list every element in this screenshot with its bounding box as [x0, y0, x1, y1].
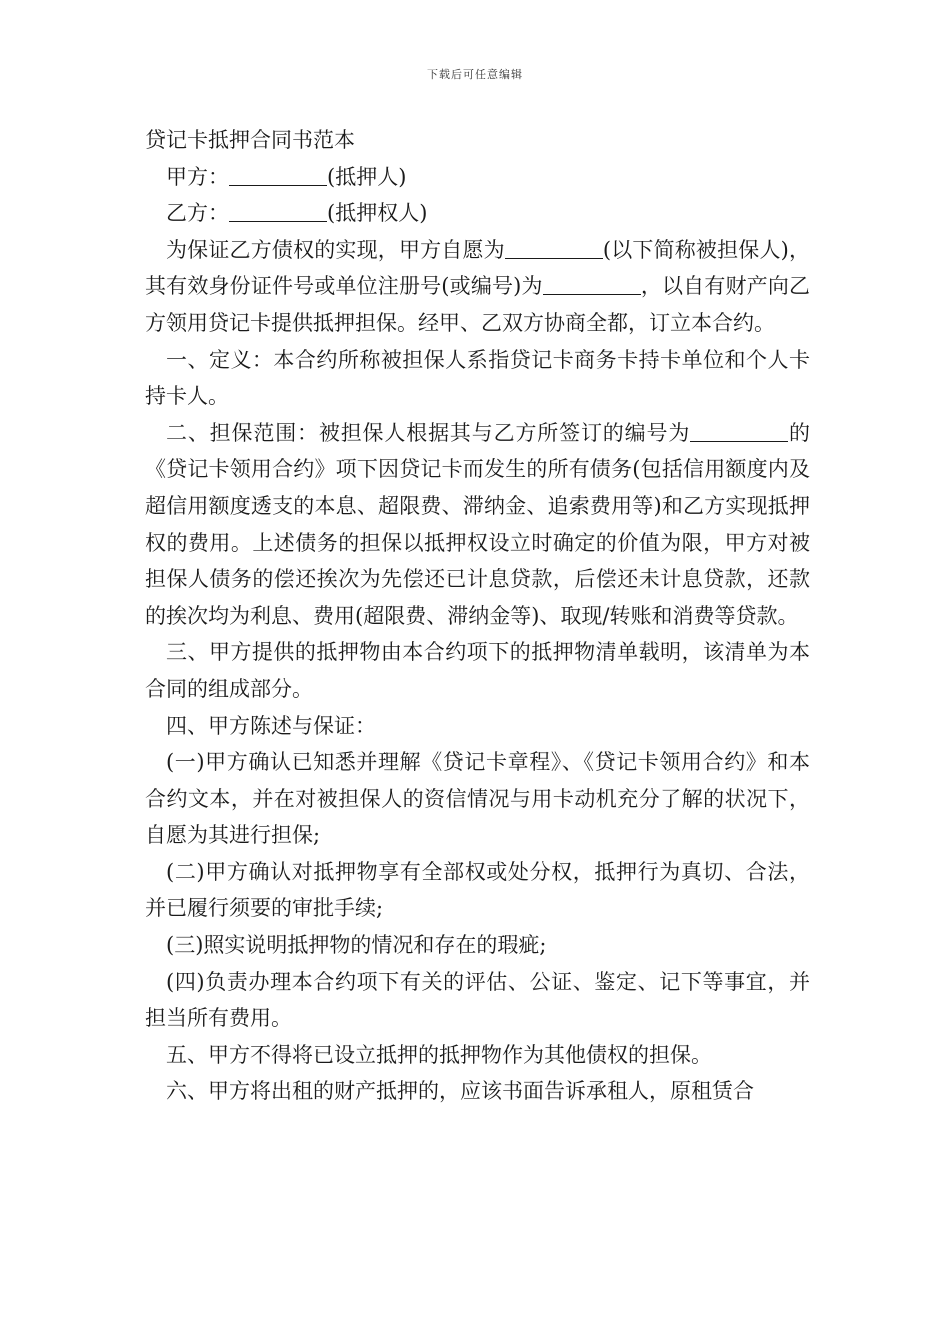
contract-number-blank — [690, 419, 788, 442]
clause-5: 五、甲方不得将已设立抵押的抵押物作为其他债权的担保。 — [166, 1042, 712, 1067]
party-a-blank — [229, 163, 327, 186]
party-a-suffix: (抵押人) — [327, 164, 407, 189]
party-a-line — [145, 159, 810, 196]
intro-part2: (以下简称被担保人)，其有效身份证件号或单位注册号(或编号)为 — [145, 237, 811, 299]
page-header: 下载后可任意编辑 — [427, 68, 523, 81]
clause-4-2: (二)甲方确认对抵押物享有全部权或处分权，抵押行为真切、合法，并已履行须要的审批手续; — [145, 859, 810, 921]
clause-2 — [145, 415, 810, 635]
intro-part1: 为保证乙方债权的实现，甲方自愿为 — [166, 237, 505, 262]
clause-4-4: (四)负责办理本合约项下有关的评估、公证、鉴定、记下等事宜，并担当所有费用。 — [145, 969, 810, 1031]
clause-1: 一、定义：本合约所称被担保人系指贷记卡商务卡持卡单位和个人卡持卡人。 — [145, 347, 810, 409]
clause-3: 三、甲方提供的抵押物由本合约项下的抵押物清单载明，该清单为本合同的组成部分。 — [145, 640, 810, 701]
party-b-suffix: (抵押权人) — [327, 201, 428, 226]
intro-paragraph — [145, 232, 810, 342]
party-b-prefix: 乙方： — [166, 201, 229, 226]
clause-4-1: (一)甲方确认已知悉并理解《贷记卡章程》、《贷记卡领用合约》和本合约文本，并在对被担保人的资信情况与用卡动机充分了解的状况下，自愿为其进行担保; — [145, 750, 810, 848]
clause-4-3: (三)照实说明抵押物的情况和存在的瑕疵; — [166, 933, 547, 958]
id-number-blank — [543, 272, 641, 295]
guaranteed-name-blank — [505, 236, 603, 259]
document-body — [145, 122, 810, 1110]
clause-4: 四、甲方陈述与保证： — [166, 713, 376, 738]
party-b-blank — [229, 199, 327, 222]
clause-6: 六、甲方将出租的财产抵押的，应该书面告诉承租人，原租赁合 — [166, 1079, 754, 1104]
intro-part3: ，以自有财产向乙方领用贷记卡提供抵押担保。经甲、乙双方协商全都，订立本合约。 — [145, 274, 811, 335]
party-b-line — [145, 195, 810, 232]
document-title: 贷记卡抵押合同书范本 — [145, 128, 355, 152]
clause-2-part1: 二、担保范围：被担保人根据其与乙方所签订的编号为 — [166, 420, 691, 445]
party-a-prefix: 甲方： — [166, 164, 229, 189]
clause-2-part2: 的《贷记卡领用合约》项下因贷记卡而发生的所有债务(包括信用额度内及超信用额度透支的本息、超限费、滞纳金、追索费用等)和乙方实现抵押权的费用。上述债务的担保以抵押权设立时确定的价值为限，甲方对被担保人债务的偿还挨次为先偿还已计息贷款，后偿还未计息贷款，还款的挨次均为利息、费用(超限费、滞纳金等)、取现/转账和消费等贷款。 — [145, 420, 811, 628]
